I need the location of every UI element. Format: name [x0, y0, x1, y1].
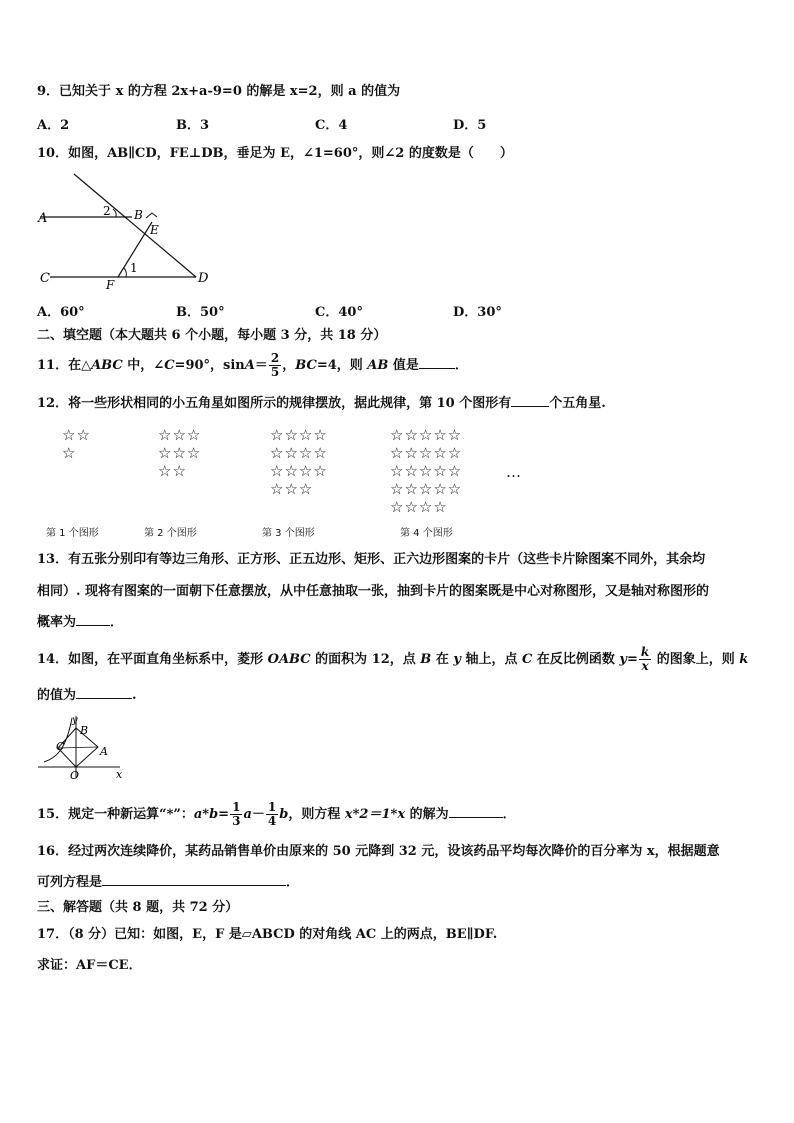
q14-line-2: 的值为 . [37, 688, 137, 703]
q12-caption-3: 第 3 个图形 [262, 528, 315, 539]
q15-text: 15．规定一种新运算“*”：a*b= $\frac{1}{3}$ a－ $\frac{1}{4}$ b，则方程 x*2＝1*x 的解为 ． [37, 800, 516, 828]
q12-figure-2: ☆☆☆ ☆☆☆ ☆☆ [158, 426, 202, 480]
angle-1-arc [124, 268, 126, 277]
q12-text: 12．将一些形状相同的小五角星如图所示的规律摆放，据此规律，第 10 个图形有 个五角星. [37, 396, 606, 411]
q12-ellipsis: … [506, 463, 522, 481]
q16-line-2: 可列方程是 ． [37, 875, 300, 890]
label-d: D [198, 271, 209, 286]
q11-text: 11．在△ABC 中，∠C=90°，sinA＝ $\frac{2}{5}$ ，BC=4，则 AB 值是 ． [37, 351, 468, 379]
q14-figure [36, 712, 136, 784]
q15-answer-blank [449, 817, 503, 818]
q12-caption-4: 第 4 个图形 [400, 528, 453, 539]
label-a: A [100, 745, 108, 758]
label-angle-2: 2 [103, 204, 111, 218]
section-3-heading: 三、解答题（共 8 题，共 72 分） [37, 900, 239, 915]
section-2-heading: 二、填空题（本大题共 6 个小题，每小题 3 分，共 18 分） [37, 328, 387, 343]
label-c: C [56, 740, 65, 753]
angle-2-arc [113, 209, 116, 217]
q13-line-1: 13．有五张分别印有等边三角形、正方形、正五边形、矩形、正六边形图案的卡片（这些卡片除图案不同外，其余均 [37, 552, 706, 567]
q17-line-2: 求证：AF＝CE． [37, 958, 142, 973]
q12-figure-4: ☆☆☆☆☆ ☆☆☆☆☆ ☆☆☆☆☆ ☆☆☆☆☆ ☆☆☆☆ [390, 426, 463, 516]
q10-option-c: C．40° [315, 305, 363, 320]
q14-fraction: $\frac{k}{x}$ [640, 645, 650, 673]
q17-line-1: 17．（8 分）已知：如图，E，F 是▱ABCD 的对角线 AC 上的两点，BE∥DF. [37, 927, 498, 942]
q15-fraction-2: $\frac{1}{4}$ [267, 800, 277, 828]
q15-fraction-1: $\frac{1}{3}$ [232, 800, 241, 828]
q9-option-d: D．5 [453, 118, 487, 133]
label-angle-1: 1 [130, 261, 138, 275]
right-angle-mark [146, 213, 157, 218]
q12-caption-2: 第 2 个图形 [144, 528, 197, 539]
q10-option-a: A．60° [37, 305, 85, 320]
q10-figure [34, 168, 214, 290]
q12-figure-1: ☆☆ ☆ [62, 426, 91, 462]
q12-figure-3: ☆☆☆☆ ☆☆☆☆ ☆☆☆☆ ☆☆☆ [270, 426, 328, 498]
label-b: B [80, 724, 89, 737]
label-c: C [40, 271, 50, 286]
q13-line-3: 概率为 ． [37, 615, 124, 630]
q14-line-1: 14．如图，在平面直角坐标系中，菱形 OABC 的面积为 12，点 B 在 y 轴上，点 C 在反比例函数 y= $\frac{k}{x}$ 的图象上，则 k [37, 645, 749, 673]
q12-caption-1: 第 1 个图形 [46, 528, 99, 539]
label-axis-y: y [72, 715, 78, 726]
label-a: A [38, 211, 48, 226]
q9-text: 9．已知关于 x 的方程 2x+a-9=0 的解是 x=2，则 a 的值为 [37, 84, 401, 99]
q9-option-c: C．4 [315, 118, 348, 133]
label-o: O [70, 769, 80, 782]
q10-option-b: B．50° [176, 305, 225, 320]
q16-line-1: 16．经过两次连续降价，某药品销售单价由原来的 50 元降到 32 元，设该药品平均每次降价的百分率为 x，根据题意 [37, 844, 720, 859]
q10-text: 10．如图，AB∥CD，FE⊥DB，垂足为 E，∠1=60°，则∠2 的度数是（ ） [37, 146, 513, 161]
label-axis-x: x [116, 768, 123, 781]
q11-fraction: $\frac{2}{5}$ [270, 351, 280, 379]
q9-option-b: B．3 [176, 118, 210, 133]
label-e: E [150, 223, 159, 237]
label-b: B [134, 208, 143, 222]
q9-option-a: A．2 [37, 118, 70, 133]
q16-answer-blank [102, 885, 286, 886]
q10-option-d: D．30° [453, 305, 502, 320]
q14-answer-blank [76, 698, 132, 699]
label-f: F [106, 278, 115, 290]
q12-answer-blank [511, 406, 549, 407]
q13-line-2: 相同）. 现将有图案的一面朝下任意摆放，从中任意抽取一张，抽到卡片的图案既是中心对称图形，又是轴对称图形的 [37, 584, 710, 599]
q11-answer-blank [419, 368, 455, 369]
q13-answer-blank [76, 625, 110, 626]
